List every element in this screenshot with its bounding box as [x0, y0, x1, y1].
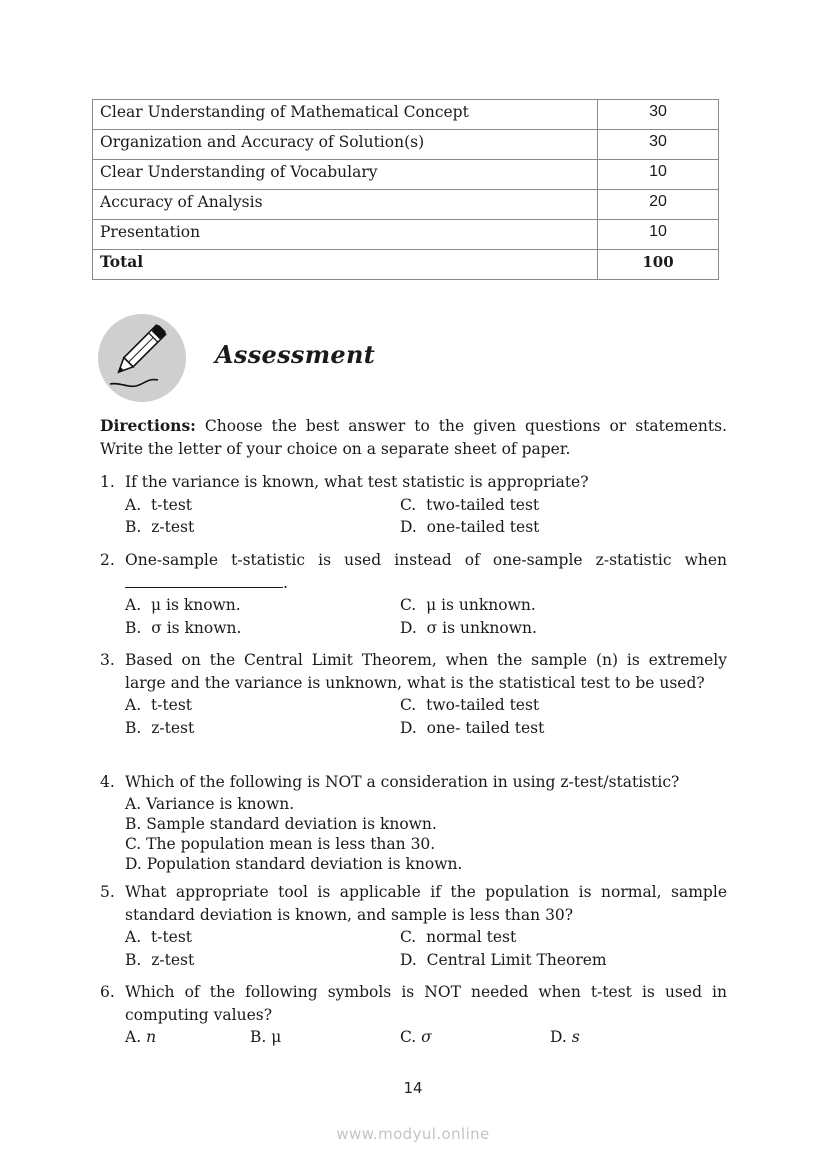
choice-c[interactable]	[400, 694, 539, 717]
choice-text: Variance is known.	[146, 794, 295, 813]
directions-text: Choose the best answer to the given questions or statements. Write the letter of your choice on a separate sheet of paper.	[100, 417, 727, 458]
choice-text: The population mean is less than 30.	[146, 834, 436, 853]
choice-text: μ is known.	[150, 596, 241, 614]
section-title: Assessment	[215, 340, 376, 369]
choice-letter: B.	[125, 718, 142, 737]
watermark: www.modyul.online	[336, 1125, 490, 1143]
choice-d[interactable]	[400, 717, 544, 740]
choice-letter: B.	[250, 1028, 267, 1046]
question-stem: Which of the following symbols is NOT needed when t-test is used in computing values?	[125, 983, 727, 1024]
choice-d[interactable]	[550, 1026, 580, 1049]
choice-c[interactable]	[125, 834, 727, 854]
question-stem: Based on the Central Limit Theorem, when the sample (n) is extremely large and the variance is unknown, what is the statistical test to be used?	[125, 651, 727, 692]
choice-c[interactable]	[400, 494, 539, 517]
total-row	[93, 250, 719, 280]
choice-text: σ	[421, 1028, 432, 1046]
choice-d[interactable]	[400, 949, 607, 972]
choice-letter: B.	[125, 518, 142, 536]
choice-letter: D.	[400, 718, 417, 737]
total-points: 100	[598, 250, 719, 280]
choice-b[interactable]	[125, 814, 727, 834]
choice-text: t-test	[150, 928, 193, 946]
choice-text: s	[571, 1028, 580, 1046]
choice-b[interactable]	[125, 516, 194, 539]
choice-letter: C.	[400, 495, 417, 514]
question-number: 3.	[100, 651, 115, 669]
stem-end: .	[283, 573, 288, 592]
choices	[125, 926, 727, 971]
choice-letter: C.	[125, 834, 142, 853]
directions	[100, 415, 727, 460]
choice-text: σ is unknown.	[426, 618, 537, 637]
choice-a[interactable]	[125, 594, 241, 617]
choice-letter: C.	[400, 596, 417, 614]
choice-text: z-test	[151, 718, 195, 737]
points-cell: 20	[598, 190, 719, 220]
question-number: 6.	[100, 983, 115, 1001]
table-row	[93, 220, 719, 250]
question-stem: If the variance is known, what test statistic is appropriate?	[125, 473, 589, 491]
choice-b[interactable]	[250, 1026, 281, 1049]
choice-text: t-test	[150, 495, 193, 514]
choice-letter: B.	[125, 814, 142, 833]
question-stem: Which of the following is NOT a consideration in using z-test/statistic?	[125, 773, 680, 791]
choice-text: two-tailed test	[426, 696, 540, 714]
table-row	[93, 160, 719, 190]
choice-letter: B.	[125, 950, 142, 969]
pencil-icon	[98, 314, 186, 402]
choice-letter: C.	[400, 928, 417, 946]
total-label: Total	[93, 250, 598, 280]
choice-text: Sample standard deviation is known.	[146, 814, 437, 833]
choice-letter: A.	[125, 794, 142, 813]
rubric-table	[92, 99, 719, 280]
criterion-cell: Presentation	[93, 220, 598, 250]
question-2	[100, 549, 727, 639]
choice-a[interactable]	[125, 494, 192, 517]
choice-text: Population standard deviation is known.	[146, 854, 463, 873]
choice-text: t-test	[150, 696, 193, 714]
criterion-cell: Clear Understanding of Mathematical Concept	[93, 100, 598, 130]
table-row	[93, 100, 719, 130]
choice-c[interactable]	[400, 594, 536, 617]
choice-text: two-tailed test	[426, 495, 540, 514]
choice-letter: A.	[125, 696, 142, 714]
choices	[125, 494, 727, 539]
question-number: 5.	[100, 883, 115, 901]
question-number: 1.	[100, 473, 115, 491]
question-stem: One-sample t-statistic is used instead of one-sample z-statistic when	[125, 551, 727, 569]
choice-letter: D.	[550, 1028, 567, 1046]
answer-blank-line	[125, 572, 727, 595]
page-number: 14	[403, 1079, 423, 1097]
answer-blank	[125, 573, 283, 588]
choice-letter: A.	[125, 928, 142, 946]
choice-a[interactable]	[125, 926, 192, 949]
choice-d[interactable]	[125, 854, 727, 874]
choice-letter: D.	[125, 854, 142, 873]
points-cell: 10	[598, 160, 719, 190]
directions-label: Directions:	[100, 416, 196, 435]
points-cell: 30	[598, 100, 719, 130]
points-cell: 30	[598, 130, 719, 160]
criterion-cell: Accuracy of Analysis	[93, 190, 598, 220]
choices	[125, 694, 727, 739]
question-number: 4.	[100, 773, 115, 791]
question-4	[100, 771, 727, 874]
choice-d[interactable]	[400, 617, 537, 640]
choice-text: one- tailed test	[426, 718, 545, 737]
choice-letter: A.	[125, 495, 142, 514]
choice-letter: A.	[125, 596, 142, 614]
choice-text: z-test	[151, 518, 195, 536]
question-stem: What appropriate tool is applicable if the population is normal, sample standard deviation is known, and sample is less than 30?	[125, 883, 727, 924]
choice-letter: C.	[400, 696, 417, 714]
choice-text: n	[146, 1028, 157, 1046]
choice-a[interactable]	[125, 694, 192, 717]
choice-letter: D.	[400, 950, 417, 969]
choice-text: μ is unknown.	[426, 596, 536, 614]
choice-b[interactable]	[125, 717, 194, 740]
criterion-cell: Clear Understanding of Vocabulary	[93, 160, 598, 190]
choice-text: normal test	[426, 928, 517, 946]
table-row	[93, 190, 719, 220]
choice-text: μ	[271, 1028, 282, 1046]
choice-letter: C.	[400, 1028, 417, 1046]
choices	[125, 594, 727, 639]
question-1	[100, 471, 727, 539]
question-6	[100, 981, 727, 1049]
choices	[125, 1026, 727, 1049]
choice-letter: D.	[400, 518, 417, 536]
choice-text: σ is known.	[151, 618, 242, 637]
choice-text: Central Limit Theorem	[426, 950, 607, 969]
choice-b[interactable]	[125, 617, 241, 640]
question-5	[100, 881, 727, 971]
choice-d[interactable]	[400, 516, 539, 539]
choice-text: z-test	[151, 950, 195, 969]
choice-a[interactable]	[125, 1026, 156, 1049]
choice-text: one-tailed test	[426, 518, 540, 536]
choice-c[interactable]	[400, 1026, 432, 1049]
choice-c[interactable]	[400, 926, 516, 949]
criterion-cell: Organization and Accuracy of Solution(s)	[93, 130, 598, 160]
choices	[125, 794, 727, 874]
choice-letter: B.	[125, 618, 142, 637]
question-3	[100, 649, 727, 739]
choice-letter: A.	[125, 1028, 142, 1046]
table-row	[93, 130, 719, 160]
choice-b[interactable]	[125, 949, 194, 972]
pencil-graphic	[98, 314, 186, 402]
points-cell: 10	[598, 220, 719, 250]
choice-letter: D.	[400, 618, 417, 637]
question-number: 2.	[100, 551, 115, 569]
choice-a[interactable]	[125, 794, 727, 814]
